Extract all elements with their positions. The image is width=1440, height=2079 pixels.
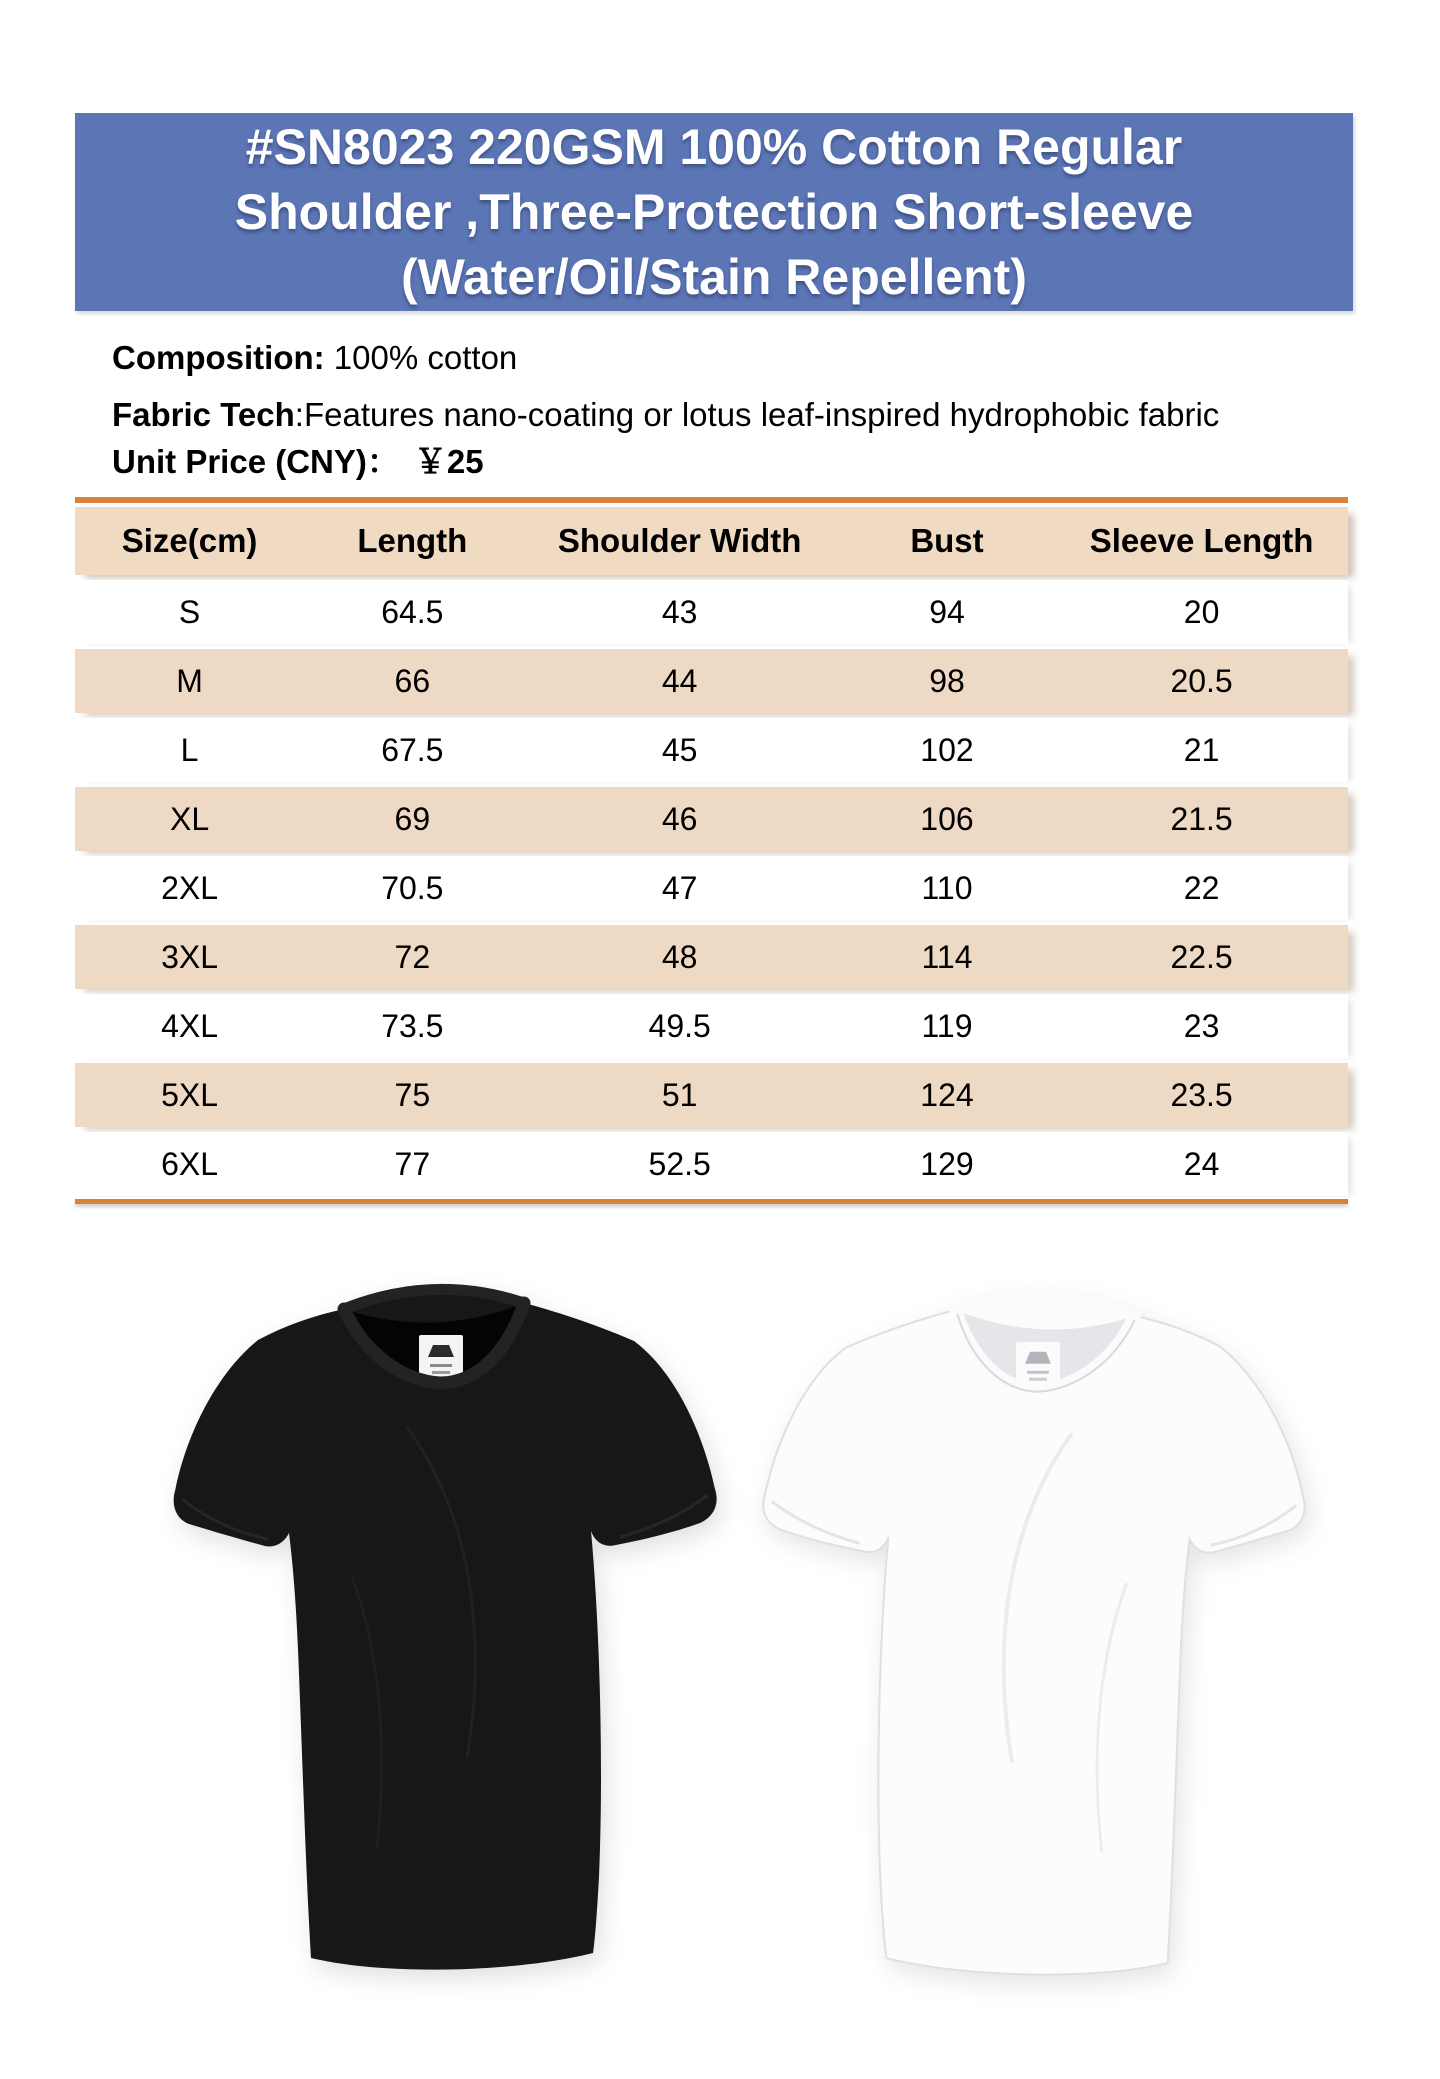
size-cell: 49.5 (648, 1008, 711, 1044)
white-tshirt-image (762, 1284, 1307, 1982)
white-tee-body (763, 1295, 1304, 1974)
size-row-XL (75, 787, 1348, 851)
size-row-3XL (75, 925, 1348, 989)
size-cell: 21 (1183, 732, 1220, 768)
size-cell: 106 (920, 801, 974, 837)
product-details (112, 338, 1362, 482)
size-cell: 20 (1183, 594, 1220, 630)
size-cell: 22.5 (1170, 939, 1233, 975)
size-cell: 67.5 (381, 732, 444, 768)
size-cell: 73.5 (381, 1008, 444, 1044)
size-cell: L (180, 732, 199, 768)
black-tee-label-text-line (432, 1371, 450, 1374)
size-table-body (75, 507, 1348, 1196)
black-tshirt-image (172, 1276, 717, 1978)
column-header: Bust (910, 522, 984, 559)
size-row-6XL (75, 1132, 1348, 1196)
unit-price-line (112, 442, 1362, 482)
size-cell: 124 (920, 1077, 974, 1113)
size-cell: 2XL (161, 870, 219, 906)
size-cell: 23.5 (1170, 1077, 1233, 1113)
column-header: Size(cm) (121, 522, 258, 559)
black-tee-body (174, 1288, 717, 1969)
composition-line (112, 338, 1362, 378)
size-cell: 102 (920, 732, 974, 768)
black-tee-label-text-line (430, 1364, 452, 1367)
size-row-4XL (75, 994, 1348, 1058)
size-cell: 64.5 (381, 594, 444, 630)
size-cell: 4XL (161, 1008, 219, 1044)
size-cell: 72 (394, 939, 431, 975)
size-row-5XL (75, 1063, 1348, 1127)
column-header: Shoulder Width (557, 522, 802, 559)
size-cell: 77 (394, 1146, 431, 1182)
size-cell: 43 (661, 594, 698, 630)
size-cell: 45 (661, 732, 698, 768)
unit-price-value: ￥25 (413, 443, 484, 480)
size-cell: S (178, 594, 201, 630)
size-row-M (75, 649, 1348, 713)
size-cell: 114 (921, 939, 973, 975)
size-cell: 98 (929, 663, 965, 699)
size-cell: 3XL (161, 939, 219, 975)
size-cell: 94 (929, 594, 965, 630)
fabric-tech-value: :Features nano-coating or lotus leaf-inspired hydrophobic fabric (294, 396, 1220, 433)
size-cell: 46 (661, 801, 698, 837)
size-cell: 22 (1183, 870, 1220, 906)
table-bottom-rule (75, 1199, 1348, 1204)
white-tee-label-text-line (1029, 1378, 1047, 1381)
size-cell: 6XL (161, 1146, 219, 1182)
black-tshirt-svg (172, 1276, 717, 1978)
table-top-rule (75, 497, 1348, 503)
size-cell: 129 (920, 1146, 974, 1182)
composition-value: 100% cotton (324, 339, 518, 376)
size-table-header-row (75, 507, 1348, 575)
size-cell: 24 (1183, 1146, 1220, 1182)
column-header: Length (357, 522, 468, 559)
size-cell: 23 (1183, 1008, 1220, 1044)
size-cell: 66 (394, 663, 431, 699)
column-header: Sleeve Length (1089, 522, 1314, 559)
size-cell: 21.5 (1170, 801, 1233, 837)
size-cell: 52.5 (648, 1146, 711, 1182)
size-cell: M (176, 663, 203, 699)
size-row-2XL (75, 856, 1348, 920)
size-cell: XL (169, 801, 210, 837)
product-title-line-3: (Water/Oil/Stain Repellent) (400, 248, 1027, 305)
size-cell: 70.5 (381, 870, 444, 906)
size-cell: 75 (394, 1077, 431, 1113)
white-tee-label-text-line (1027, 1371, 1049, 1374)
size-chart-table (75, 497, 1348, 1204)
product-title-banner (75, 113, 1353, 311)
white-tshirt-svg (762, 1284, 1307, 1982)
unit-price-label: Unit Price (CNY)： (112, 443, 400, 480)
size-row-S (75, 580, 1348, 644)
size-cell: 69 (394, 801, 431, 837)
size-cell: 47 (661, 870, 698, 906)
size-cell: 5XL (161, 1077, 219, 1113)
size-cell: 119 (921, 1008, 973, 1044)
size-cell: 48 (661, 939, 698, 975)
composition-label: Composition: (112, 339, 325, 376)
size-cell: 51 (661, 1077, 698, 1113)
size-cell: 110 (921, 870, 973, 906)
size-row-L (75, 718, 1348, 782)
fabric-tech-line (112, 395, 1362, 435)
product-title-line-1: #SN8023 220GSM 100% Cotton Regular (245, 118, 1183, 175)
fabric-tech-label: Fabric Tech (112, 396, 295, 433)
size-cell: 44 (661, 663, 698, 699)
product-title-line-2: Shoulder ,Three-Protection Short-sleeve (234, 183, 1194, 240)
size-cell: 20.5 (1170, 663, 1233, 699)
